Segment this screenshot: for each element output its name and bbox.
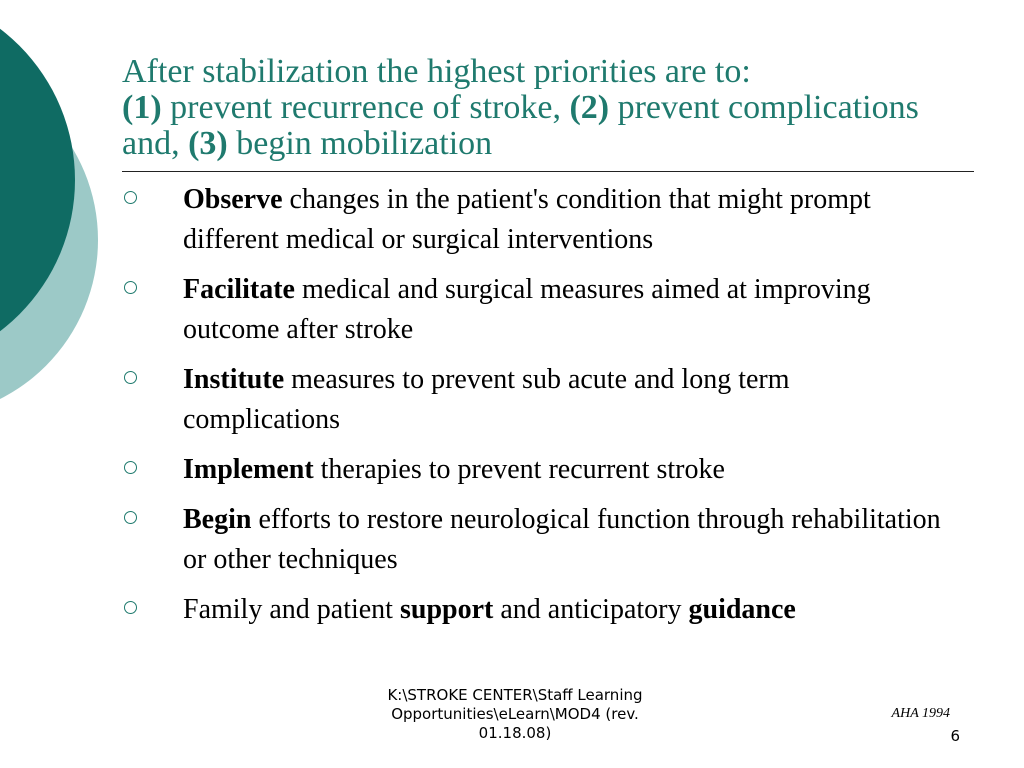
bullet-text: medical and surgical measures aimed at improving outcome after stroke (183, 274, 871, 345)
bullet-text: therapies to prevent recurrent stroke (313, 454, 725, 485)
footer-file-path: K:\STROKE CENTER\Staff Learning Opportunities\eLearn\MOD4 (rev. 01.18.08) (387, 686, 643, 742)
bullet-text: measures to prevent sub acute and long term complications (183, 364, 790, 435)
bullet-text: and anticipatory (493, 594, 689, 625)
bullet-item-begin (0, 500, 953, 580)
bullet-item-observe (0, 180, 953, 260)
bullet-item-facilitate (0, 270, 953, 350)
slide-title (122, 54, 982, 162)
hollow-circle-bullet-icon (124, 601, 137, 614)
bullet-item-institute (0, 360, 953, 440)
bullet-text: changes in the patient's condition that might prompt different medical or surgical interventions (183, 184, 871, 255)
bullet-keyword: support (399, 594, 494, 625)
hollow-circle-bullet-icon (124, 281, 137, 294)
title-line-1: After stabilization the highest priorities are to: (122, 53, 751, 90)
title-number-3: (3) (188, 125, 228, 162)
bullet-keyword: Observe (183, 184, 283, 215)
bullet-keyword: Implement (183, 454, 314, 485)
bullet-keyword: Facilitate (183, 274, 295, 305)
title-text-2: prevent complications and, (122, 89, 919, 162)
hollow-circle-bullet-icon (124, 371, 137, 384)
title-number-1: (1) (122, 89, 162, 126)
bullet-item-family-support (0, 590, 953, 630)
bullet-keyword: guidance (688, 594, 796, 625)
bullet-list (0, 180, 1024, 640)
hollow-circle-bullet-icon (124, 461, 137, 474)
footer-source-citation: AHA 1994 (891, 706, 950, 721)
title-text-3: begin mobilization (227, 125, 493, 162)
title-number-2: (2) (569, 89, 610, 126)
bullet-keyword: Institute (183, 364, 285, 395)
title-divider (122, 171, 974, 172)
page-number: 6 (950, 727, 960, 745)
bullet-text: efforts to restore neurological function through rehabilitation or other techniques (183, 504, 941, 575)
hollow-circle-bullet-icon (124, 511, 137, 524)
bullet-keyword: Begin (183, 504, 252, 535)
hollow-circle-bullet-icon (124, 191, 137, 204)
bullet-item-implement (0, 450, 953, 490)
bullet-text: Family and patient (183, 594, 400, 625)
title-text-1: prevent recurrence of stroke, (161, 89, 570, 126)
